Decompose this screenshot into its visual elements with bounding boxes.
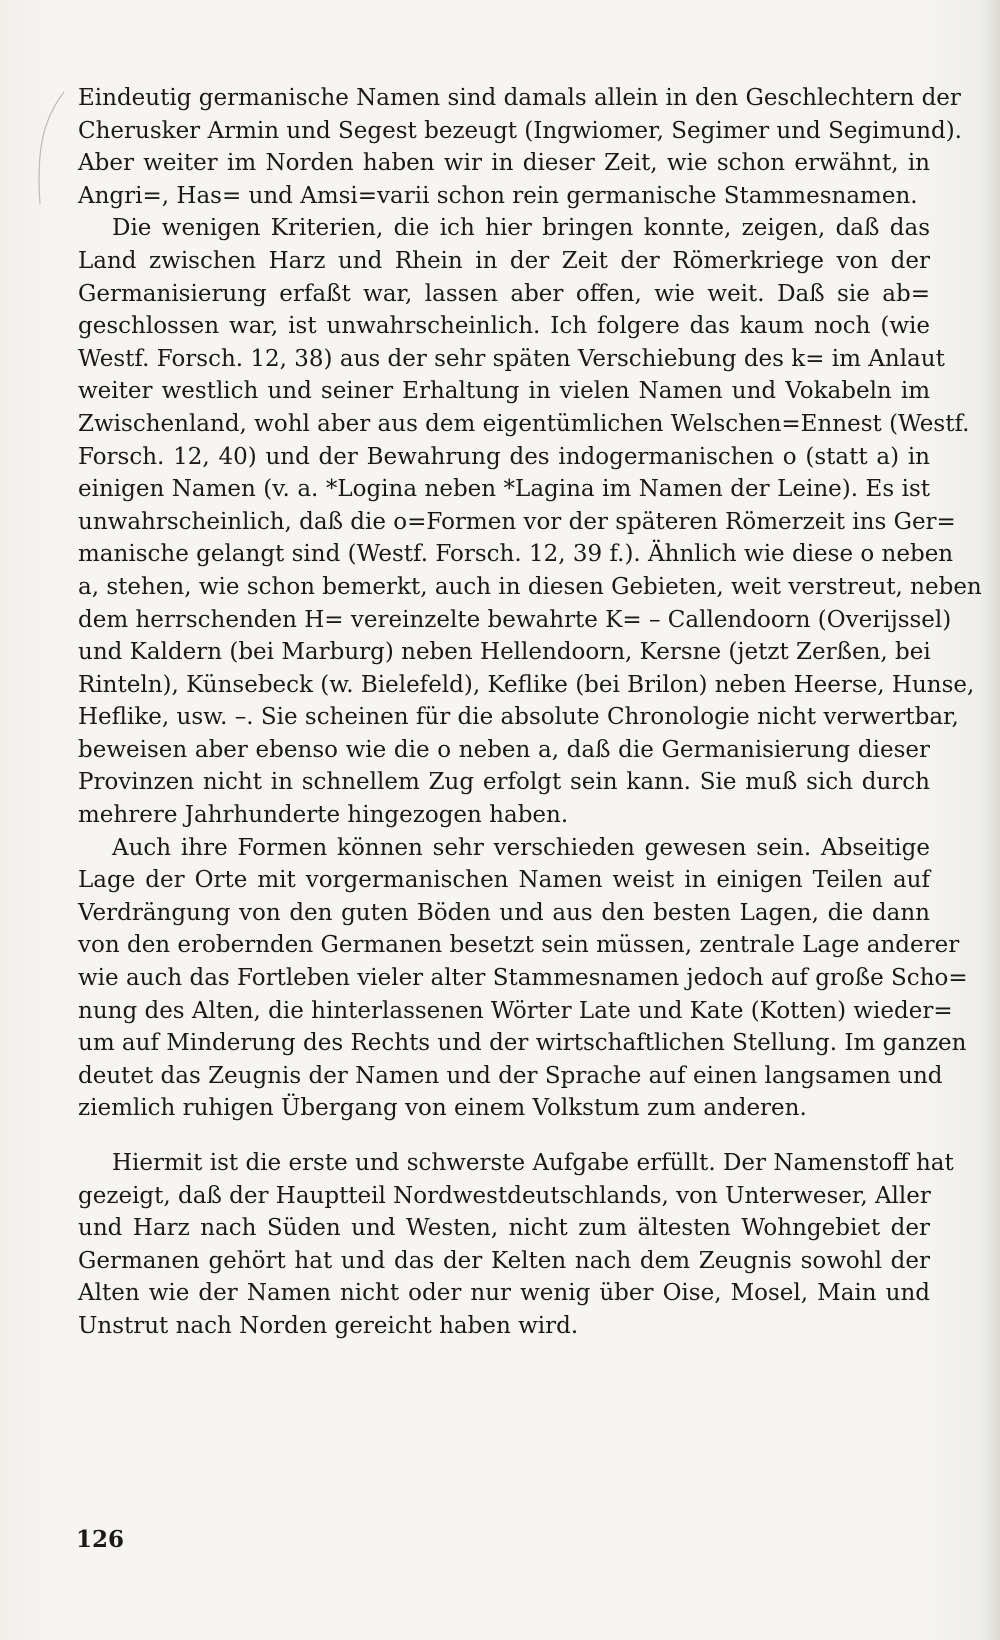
text-line: Lage der Orte mit vorgermanischen Namen weist in einigen Teilen auf — [78, 867, 930, 894]
paragraph-4 — [78, 1147, 954, 1343]
text-line: Germanisierung erfaßt war, lassen aber offen, wie weit. Daß sie ab= — [78, 280, 930, 307]
text-line: Auch ihre Formen können sehr verschieden gewesen sein. Abseitige — [112, 834, 930, 861]
text-line: dem herrschenden H= vereinzelte bewahrte K= – Callendoorn (Overijssel) — [78, 606, 952, 633]
text-line: Land zwischen Harz und Rhein in der Zeit der Römerkriege von der — [78, 247, 930, 274]
text-line: Zwischenland, wohl aber aus dem eigentümlichen Welschen=Ennest (Westf. — [78, 410, 970, 437]
text-line: mehrere Jahrhunderte hingezogen haben. — [78, 802, 569, 829]
text-line: ziemlich ruhigen Übergang von einem Volkstum zum anderen. — [78, 1095, 807, 1122]
text-line: Angri=, Has= und Amsi=varii schon rein germanische Stammesnamen. — [78, 182, 918, 209]
text-line: unwahrscheinlich, daß die o=Formen vor der späteren Römerzeit ins Ger= — [78, 508, 956, 535]
text-line: Die wenigen Kriterien, die ich hier bringen konnte, zeigen, daß das — [112, 215, 930, 242]
text-line: von den erobernden Germanen besetzt sein müssen, zentrale Lage anderer — [78, 932, 960, 959]
text-line: gezeigt, daß der Hauptteil Nordwestdeutschlands, von Unterweser, Aller — [78, 1182, 931, 1209]
paragraph-3 — [78, 832, 968, 1125]
page-number: 126 — [76, 1526, 125, 1553]
section-gap — [78, 1125, 930, 1147]
paragraph-1 — [78, 82, 962, 212]
text-line: Provinzen nicht in schnellem Zug erfolgt sein kann. Sie muß sich durch — [78, 769, 930, 796]
text-line: Aber weiter im Norden haben wir in dieser Zeit, wie schon erwähnt, in — [78, 150, 930, 177]
text-line: Eindeutig germanische Namen sind damals allein in den Geschlechtern der — [78, 85, 961, 111]
text-line: Alten wie der Namen nicht oder nur wenig über Oise, Mosel, Main und — [78, 1280, 930, 1307]
text-line: nung des Alten, die hinterlassenen Wörter Late und Kate (Kotten) wieder= — [78, 997, 953, 1024]
paragraph-2 — [78, 212, 982, 831]
pencil-margin-mark — [30, 88, 70, 208]
text-line: manische gelangt sind (Westf. Forsch. 12, 39 f.). Ähnlich wie diese o neben — [78, 541, 954, 568]
text-line: Cherusker Armin und Segest bezeugt (Ingwiomer, Segimer und Segimund). — [78, 117, 962, 144]
text-line: deutet das Zeugnis der Namen und der Sprache auf einen langsamen und — [78, 1062, 943, 1089]
text-line: geschlossen war, ist unwahrscheinlich. Ich folgere das kaum noch (wie — [78, 313, 930, 340]
text-line: um auf Minderung des Rechts und der wirtschaftlichen Stellung. Im ganzen — [78, 1030, 967, 1057]
text-line: Forsch. 12, 40) und der Bewahrung des indogermanischen o (statt a) in — [78, 443, 930, 470]
text-line: Westf. Forsch. 12, 38) aus der sehr späten Verschiebung des k= im Anlaut — [78, 345, 945, 372]
text-line: weiter westlich und seiner Erhaltung in vielen Namen und Vokabeln im — [78, 378, 930, 405]
text-line: Rinteln), Künsebeck (w. Bielefeld), Keflike (bei Brilon) neben Heerse, Hunse, — [78, 671, 975, 698]
text-line: wie auch das Fortleben vieler alter Stammesnamen jedoch auf große Scho= — [78, 965, 968, 992]
text-line: und Kaldern (bei Marburg) neben Hellendoorn, Kersne (jetzt Zerßen, bei — [78, 639, 931, 666]
text-line: Unstrut nach Norden gereicht haben wird. — [78, 1312, 579, 1339]
text-line: Germanen gehört hat und das der Kelten nach dem Zeugnis sowohl der — [78, 1247, 930, 1274]
text-line: a, stehen, wie schon bemerkt, auch in diesen Gebieten, weit verstreut, neben — [78, 573, 982, 600]
text-line: Heflike, usw. –. Sie scheinen für die absolute Chronologie nicht verwertbar, — [78, 704, 959, 731]
text-line: einigen Namen (v. a. *Logina neben *Lagina im Namen der Leine). Es ist — [78, 476, 930, 503]
body-text — [78, 82, 982, 1343]
text-line: und Harz nach Süden und Westen, nicht zum ältesten Wohngebiet der — [78, 1215, 930, 1242]
text-line: Hiermit ist die erste und schwerste Aufgabe erfüllt. Der Namenstoff hat — [112, 1150, 954, 1176]
text-line: Verdrängung von den guten Böden und aus den besten Lagen, die dann — [78, 899, 930, 926]
page-edge-shadow — [982, 0, 1000, 1640]
text-line: beweisen aber ebenso wie die o neben a, daß die Germanisierung dieser — [78, 736, 930, 763]
